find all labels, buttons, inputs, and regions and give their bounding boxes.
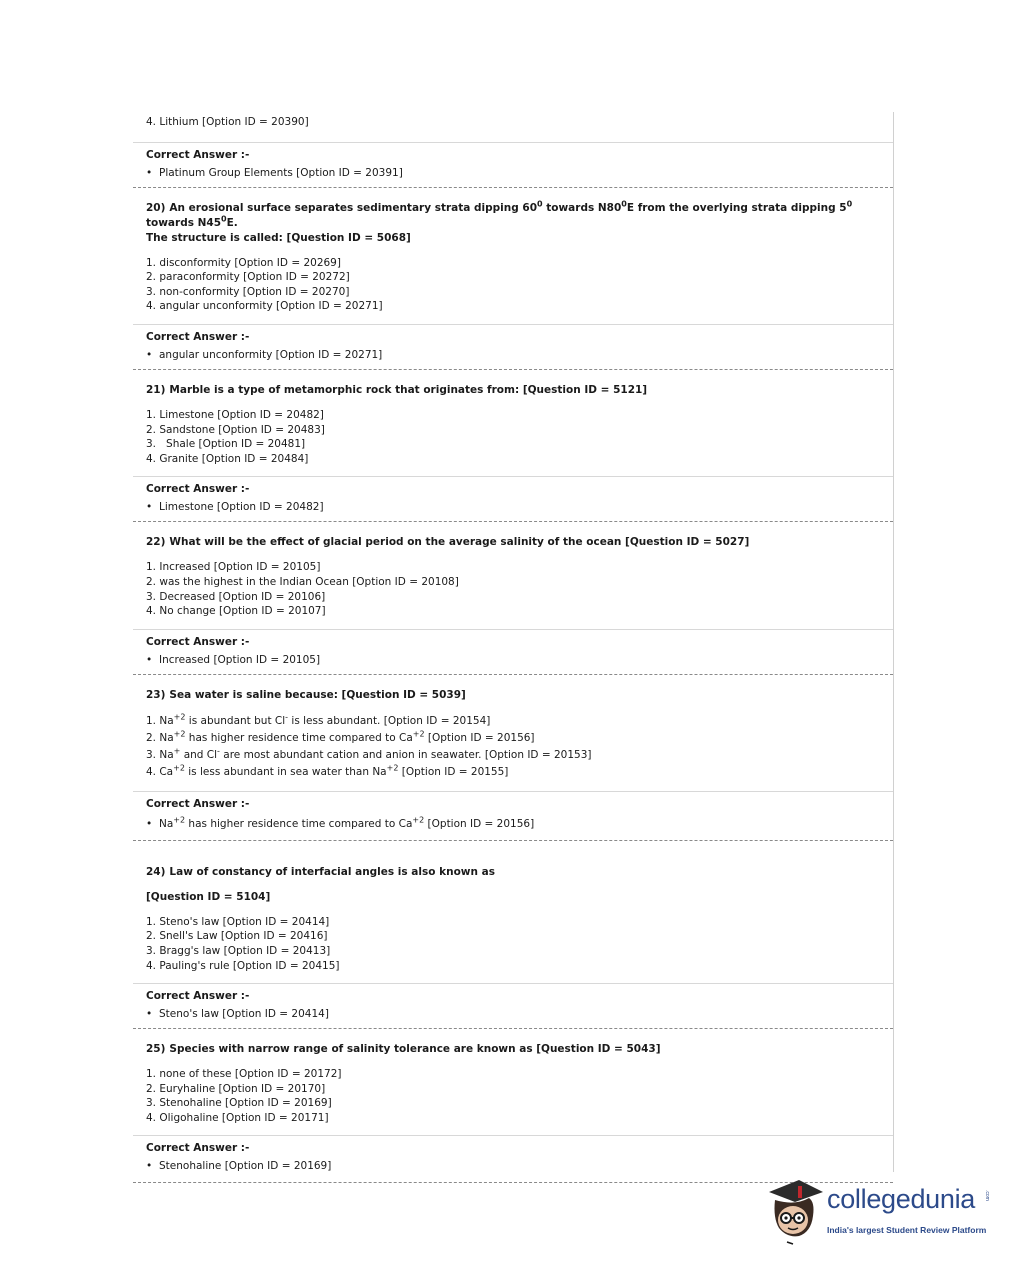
question-text: 24) Law of constancy of interfacial angles is also known as: [146, 865, 495, 878]
option-line: 1. disconformity [Option ID = 20269]: [146, 256, 341, 269]
option-line: 2. $Na^{+2}$ has higher residence time compared to $Ca^{+2}$ [Option ID = 20156]: [146, 729, 535, 744]
question-text: 20) An erosional surface separates sedimentary strata dipping $60^0$ towards $N80^0E$ from the overlying strata dipping $5^0$ towards $N45^0E$.: [146, 199, 853, 229]
correct-answer: • Platinum Group Elements [Option ID = 20391]: [146, 166, 403, 179]
question-20: [133, 188, 893, 324]
question-25: [133, 1029, 893, 1135]
answer-block-24: [133, 984, 893, 1028]
answer-block-22: [133, 630, 893, 674]
option-list: [146, 713, 880, 791]
question-text-line2: The structure is called: [Question ID = 5068]: [146, 231, 411, 244]
correct-answer-label: Correct Answer :-: [146, 990, 250, 1003]
correct-answer: • angular unconformity [Option ID = 20271]: [146, 348, 383, 361]
correct-answer: • Increased [Option ID = 20105]: [146, 653, 321, 666]
student-mascot-icon: [765, 1178, 825, 1248]
question-23: [133, 675, 893, 791]
logo-wordmark: collegedunia: [827, 1184, 976, 1214]
option-line: 3. Shale [Option ID = 20481]: [146, 438, 306, 451]
answer-block-21: [133, 477, 893, 521]
question-22: [133, 522, 893, 628]
question-24: [133, 841, 893, 983]
bullet-icon: •: [146, 1160, 153, 1173]
question-21: [133, 370, 893, 476]
correct-answer-label: Correct Answer :-: [146, 330, 250, 343]
option-line: 4. No change [Option ID = 20107]: [146, 605, 326, 618]
correct-answer-label: Correct Answer :-: [146, 1142, 250, 1155]
correct-answer: • Steno's law [Option ID = 20414]: [146, 1008, 329, 1021]
answer-block-23: [133, 792, 893, 840]
correct-answer: • Limestone [Option ID = 20482]: [146, 501, 324, 514]
bullet-icon: •: [146, 501, 153, 514]
carry-options: [133, 112, 893, 142]
correct-answer: • Stenohaline [Option ID = 20169]: [146, 1160, 332, 1173]
question-text: 21) Marble is a type of metamorphic rock that originates from: [Question ID = 5121]: [146, 383, 648, 396]
correct-answer-label: Correct Answer :-: [146, 635, 250, 648]
collegedunia-logo: [765, 1178, 995, 1248]
question-sheet: [133, 112, 894, 1172]
option-line: 1. Limestone [Option ID = 20482]: [146, 408, 324, 421]
option-line: 4. Granite [Option ID = 20484]: [146, 452, 309, 465]
correct-answer-label: Correct Answer :-: [146, 797, 250, 810]
question-text: 22) What will be the effect of glacial period on the average salinity of the ocean [Question ID = 5027]: [146, 536, 750, 549]
option-line: 2. paraconformity [Option ID = 20272]: [146, 271, 350, 284]
answer-block-20: [133, 325, 893, 369]
option-line: 4. Lithium [Option ID = 20390]: [146, 116, 309, 128]
option-list: [146, 915, 880, 983]
correct-answer: • $Na^{+2}$ has higher residence time compared to $Ca^{+2}$ [Option ID = 20156]: [146, 815, 535, 830]
option-line: 2. was the highest in the Indian Ocean [Option ID = 20108]: [146, 575, 459, 588]
correct-answer-label: Correct Answer :-: [146, 148, 250, 161]
question-text: 25) Species with narrow range of salinity tolerance are known as [Question ID = 5043]: [146, 1043, 661, 1056]
option-line: 2. Euryhaline [Option ID = 20170]: [146, 1082, 326, 1095]
logo-suffix: .com: [984, 1190, 990, 1201]
logo-tagline: India's largest Student Review Platform: [827, 1225, 987, 1235]
question-id: [Question ID = 5104]: [146, 890, 271, 903]
option-line: 4. angular unconformity [Option ID = 20271]: [146, 300, 383, 313]
option-line: 3. non-conformity [Option ID = 20270]: [146, 285, 350, 298]
option-line: 1. none of these [Option ID = 20172]: [146, 1068, 342, 1081]
option-line: 1. Increased [Option ID = 20105]: [146, 561, 321, 574]
correct-answer-label: Correct Answer :-: [146, 483, 250, 496]
option-line: 3. Na+ and Cl- are most abundant cation and anion in seawater. [Option ID = 20153]: [146, 746, 592, 761]
carry-answer-block: [133, 143, 893, 187]
option-line: 1. Steno's law [Option ID = 20414]: [146, 915, 330, 928]
option-list: [146, 560, 880, 628]
option-list: [146, 1067, 880, 1135]
bullet-icon: •: [146, 348, 153, 361]
answer-block-25: [133, 1136, 893, 1182]
option-line: 3. Stenohaline [Option ID = 20169]: [146, 1097, 332, 1110]
option-line: 4. Pauling's rule [Option ID = 20415]: [146, 959, 340, 972]
option-line: 4. $Ca^{+2}$ is less abundant in sea water than $Na^{+2}$ [Option ID = 20155]: [146, 763, 509, 778]
bullet-icon: •: [146, 166, 153, 179]
bullet-icon: •: [146, 653, 153, 666]
option-line: 2. Snell's Law [Option ID = 20416]: [146, 930, 328, 943]
bullet-icon: •: [146, 817, 153, 830]
question-text: 23) Sea water is saline because: [Question ID = 5039]: [146, 688, 466, 701]
option-line: 3. Decreased [Option ID = 20106]: [146, 590, 326, 603]
option-line: 3. Bragg's law [Option ID = 20413]: [146, 944, 331, 957]
option-line: 4. Oligohaline [Option ID = 20171]: [146, 1111, 329, 1124]
option-line: 2. Sandstone [Option ID = 20483]: [146, 423, 325, 436]
option-line: 1. $Na^{+2}$ is abundant but Cl- is less abundant. [Option ID = 20154]: [146, 712, 491, 727]
option-list: [146, 408, 880, 476]
bullet-icon: •: [146, 1008, 153, 1021]
option-list: [146, 256, 880, 324]
